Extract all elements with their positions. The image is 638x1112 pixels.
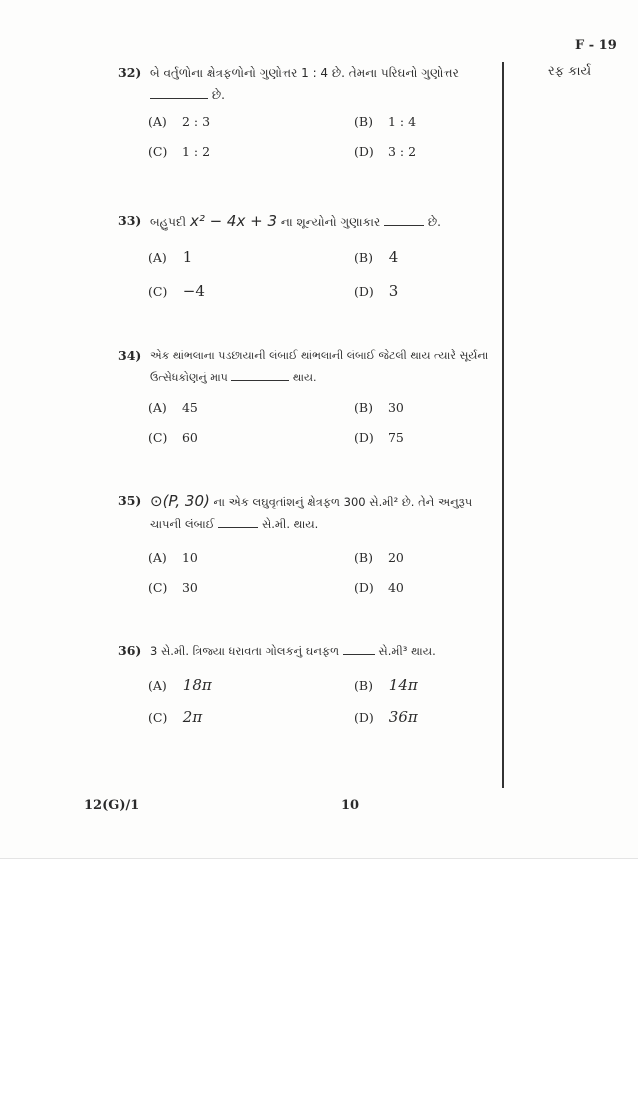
question-text: બે વર્તુળોના ક્ષેત્રફળોનો ગુણોત્તર 1 : 4 છે. તેમના પરિઘનો ગુણોત્તર છે. (150, 66, 459, 102)
question-number: 36) (118, 643, 142, 658)
question-33 (118, 210, 498, 233)
option-b: (B) 4 (354, 248, 399, 266)
question-text: ⊙(P, 30) ના એક લઘુવૃતાંશનું ક્ષેત્રફળ 300 સે.મી² છે. તેને અનુરૂપ ચાપની લંબાઈ સે.મી. થાય. (150, 492, 473, 531)
page-code: F - 19 (575, 38, 617, 53)
question-text: બહુપદી x² − 4x + 3 ના શૂન્યોનો ગુણાકાર છે. (150, 212, 441, 230)
option-b: (B) 20 (354, 550, 404, 565)
option-c: (C) 60 (148, 430, 198, 445)
option-d: (D) 36π (354, 708, 418, 726)
option-b: (B) 14π (354, 676, 418, 694)
option-d: (D) 40 (354, 580, 404, 595)
question-text: એક થાંભલાના પડછાયાની લંબાઈ થાંભલાની લંબાઈ જેટલી થાય ત્યારે સૂર્યના ઉત્સેધકોણનું માપ થાય. (150, 349, 489, 384)
question-36 (118, 640, 498, 662)
rough-work-label: રફ કાર્ય (548, 64, 592, 79)
polynomial-expression: x² − 4x + 3 (189, 212, 278, 230)
option-a: (A) 1 (148, 248, 193, 266)
option-c: (C) 30 (148, 580, 198, 595)
option-d: (D) 3 (354, 282, 399, 300)
option-b: (B) 1 : 4 (354, 114, 417, 129)
option-a: (A) 45 (148, 400, 198, 415)
answer-blank (150, 88, 208, 99)
question-35 (118, 490, 498, 535)
question-32 (118, 62, 498, 106)
question-34 (118, 345, 498, 389)
question-number: 33) (118, 213, 142, 228)
paper-code: 12(G)/1 (84, 798, 140, 813)
question-text: 3 સે.મી. ત્રિજ્યા ધરાવતા ગોલકનું ઘનફળ સે.મી³ થાય. (150, 644, 436, 658)
option-a: (A) 18π (148, 676, 212, 694)
question-number: 32) (118, 65, 142, 80)
page-number: 10 (341, 798, 360, 813)
option-c: (C) −4 (148, 282, 205, 300)
option-c: (C) 1 : 2 (148, 144, 211, 159)
option-c: (C) 2π (148, 708, 203, 726)
circle-expression: ⊙(P, 30) (150, 492, 210, 510)
rough-work-divider (502, 62, 504, 788)
question-number: 35) (118, 493, 142, 508)
option-a: (A) 10 (148, 550, 198, 565)
option-d: (D) 3 : 2 (354, 144, 417, 159)
question-number: 34) (118, 348, 142, 363)
answer-blank (384, 215, 424, 226)
answer-blank (218, 517, 258, 528)
answer-blank (343, 644, 375, 655)
option-d: (D) 75 (354, 430, 404, 445)
option-b: (B) 30 (354, 400, 404, 415)
option-a: (A) 2 : 3 (148, 114, 211, 129)
answer-blank (231, 370, 289, 381)
